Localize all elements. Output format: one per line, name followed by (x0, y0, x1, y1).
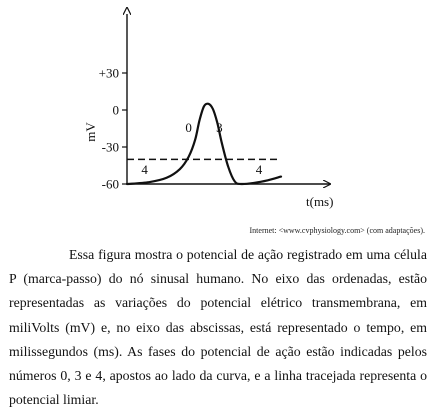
phase-label: 4 (255, 162, 263, 178)
figure-caption: Essa figura mostra o potencial de ação registrado em uma célula P (marca-passo) do nó sinusal humano. No eixo das ordenadas, estão representadas as variações do potencial elétrico transmembrana, em miliVolts (mV) e, no eixo das abscissas, está representado o tempo, em milissegundos (ms). As fases do potencial de ação estão indicadas pelos números 0, 3 e 4, apostos ao lado da curva, e a linha tracejada representa o potencial limiar. (9, 247, 427, 408)
x-axis-label: t(ms) (306, 194, 334, 209)
phase-label: 4 (141, 162, 148, 178)
phase-label: 3 (216, 120, 223, 136)
y-tick-label: 0 (112, 102, 119, 118)
phase-labels (141, 120, 262, 177)
y-axis-label: mV (83, 122, 98, 142)
y-ticks (99, 66, 127, 192)
y-tick-label: -60 (101, 176, 119, 192)
y-tick-label: +30 (98, 65, 119, 81)
source-credit: Internet: <www.cvphysiology.com> (com adaptações). (249, 226, 425, 235)
y-tick-label: -30 (101, 139, 119, 155)
phase-label: 0 (185, 120, 192, 136)
